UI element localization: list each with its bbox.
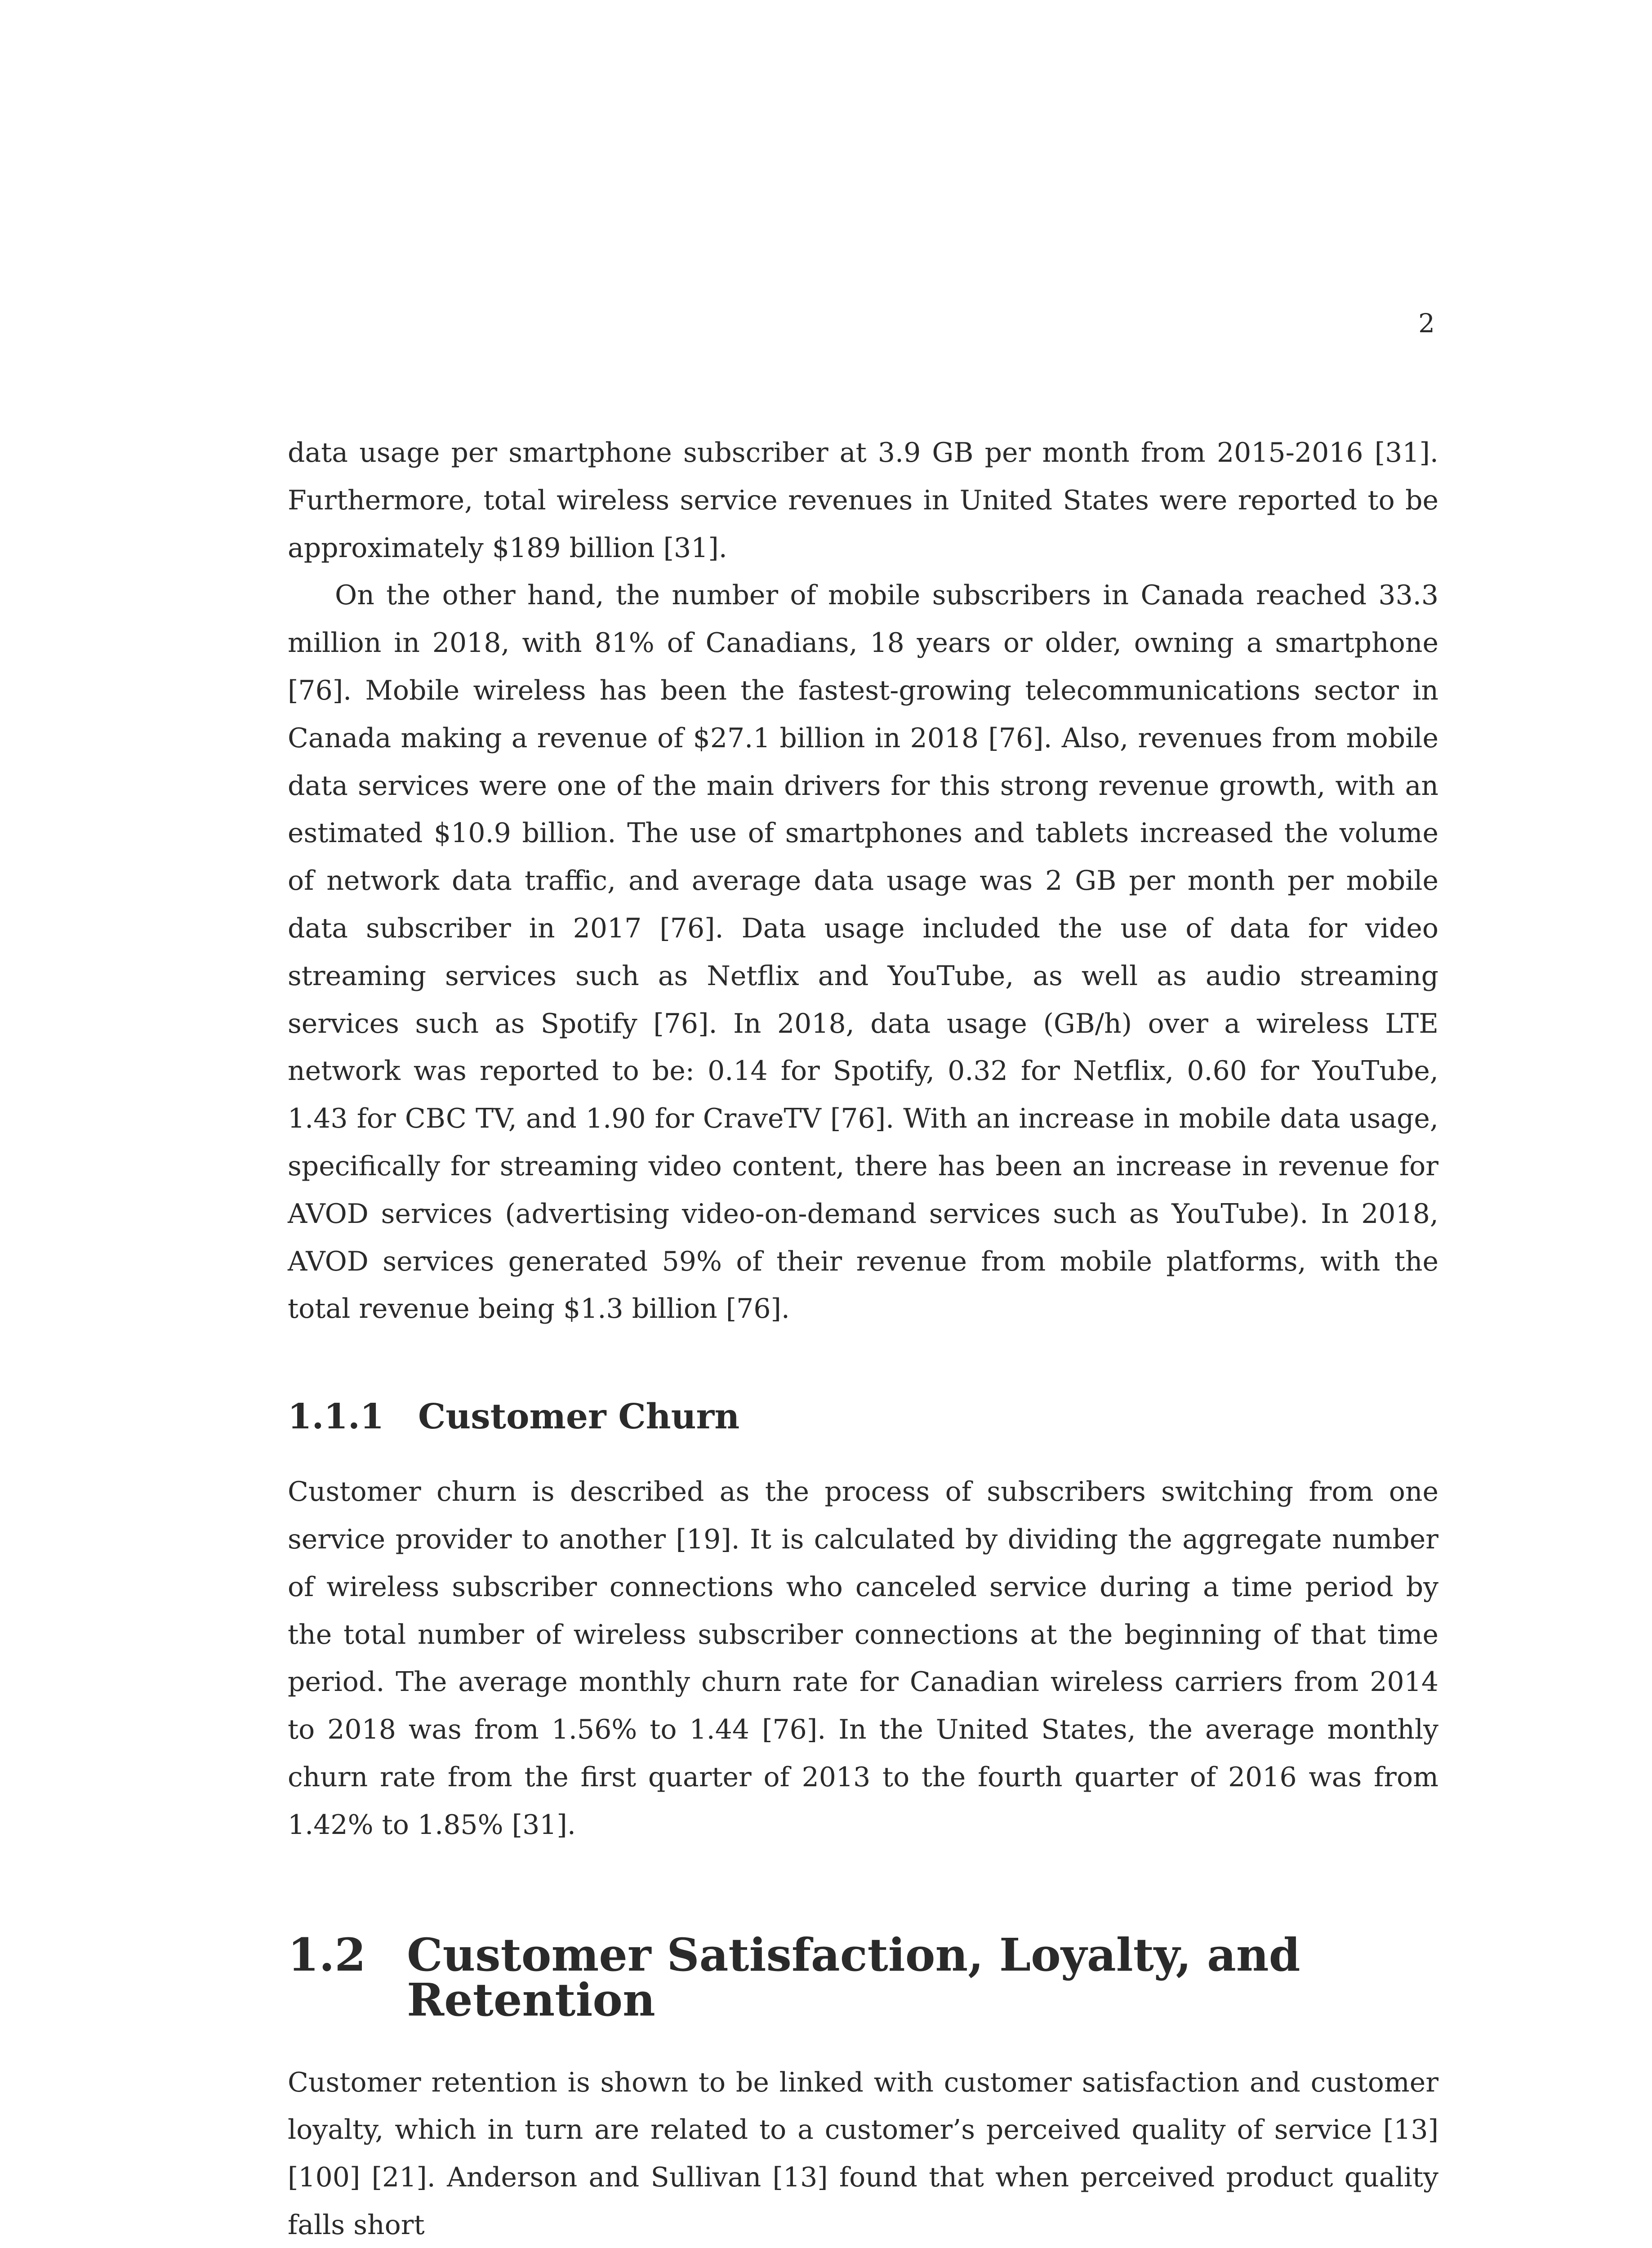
page-number: 2 — [1418, 308, 1435, 339]
page-body — [288, 429, 1438, 2248]
subsection-title: Customer Churn — [418, 1396, 740, 1437]
section-number: 1.2 — [288, 1928, 366, 1981]
body-paragraph: Customer churn is described as the process of subscribers switching from one service provider to another [19]. It is calculated by dividing the aggregate number of wireless subscriber connections who canceled service during a time period by the total number of wireless subscriber connections at the beginning of that time period. The average monthly churn rate for Canadian wireless carriers from 2014 to 2018 was from 1.56% to 1.44 [76]. In the United States, the average monthly churn rate from the first quarter of 2013 to the fourth quarter of 2016 was from 1.42% to 1.85% [31]. — [288, 1476, 1438, 1841]
section-title: Customer Satisfaction, Loyalty, and Retention — [407, 1928, 1300, 2026]
body-paragraph: On the other hand, the number of mobile subscribers in Canada reached 33.3 million in 2018, with 81% of Canadians, 18 years or older, owning a smartphone [76]. Mobile wireless has been the fastest-growing telecommunications sector in Canada making a revenue of $27.1 billion in 2018 [76]. Also, revenues from mobile data services were one of the main drivers for this strong revenue growth, with an estimated $10.9 billion. The use of smartphones and tablets increased the volume of network data traffic, and average data usage was 2 GB per month per mobile data subscriber in 2017 [76]. Data usage included the use of data for video streaming services such as Netflix and YouTube, as well as audio streaming services such as Spotify [76]. In 2018, data usage (GB/h) over a wireless LTE network was reported to be: 0.14 for Spotify, 0.32 for Netflix, 0.60 for YouTube, 1.43 for CBC TV, and 1.90 for CraveTV [76]. With an increase in mobile data usage, specifically for streaming video content, there has been an increase in revenue for AVOD services (advertising video-on-demand services such as YouTube). In 2018, AVOD services generated 59% of their revenue from mobile platforms, with the total revenue being $1.3 billion [76]. — [288, 580, 1438, 1325]
subsection-number: 1.1.1 — [288, 1396, 384, 1437]
subsection-heading — [288, 1396, 1438, 1437]
section-heading — [288, 1928, 1438, 2026]
body-paragraph: Customer retention is shown to be linked with customer satisfaction and customer loyalty, which in turn are related to a customer’s perceived quality of service [13] [100] [21]. Anderson and Sullivan [13] found that when perceived product quality falls short — [288, 2066, 1438, 2241]
body-paragraph: data usage per smartphone subscriber at 3.9 GB per month from 2015-2016 [31]. Furthermore, total wireless service revenues in United States were reported to be approximately $189 billion [31]. — [288, 437, 1438, 564]
